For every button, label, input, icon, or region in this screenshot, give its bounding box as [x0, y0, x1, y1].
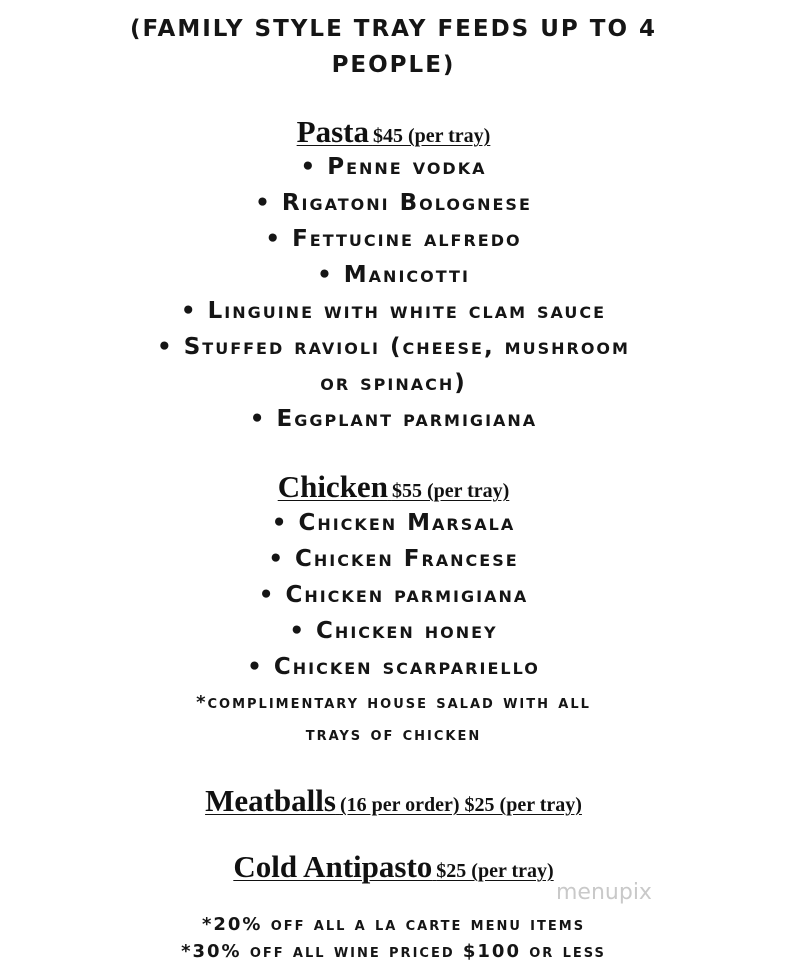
footer-line-2: *30% off all wine priced $100 or less	[181, 941, 606, 962]
antipasto-section-title	[0, 849, 787, 885]
pasta-item-continued: or spinach)	[320, 370, 467, 396]
header-line-2: PEOPLE)	[331, 52, 456, 78]
chicken-section-title	[0, 469, 787, 505]
pasta-item: • Linguine with white clam sauce	[180, 298, 607, 324]
chicken-item: • Chicken scarpariello	[247, 654, 540, 680]
meatballs-price: (16 per order) $25 (per tray)	[339, 794, 582, 816]
pasta-section-title	[0, 114, 787, 150]
pasta-item: • Penne vodka	[300, 154, 487, 180]
antipasto-title: Cold Antipasto	[233, 849, 433, 884]
chicken-item: • Chicken honey	[289, 618, 498, 644]
chicken-item: • Chicken Marsala	[271, 510, 516, 536]
chicken-note-line-2: trays of chicken	[305, 724, 482, 745]
meatballs-title: Meatballs	[205, 783, 336, 818]
pasta-item: • Rigatoni Bolognese	[255, 190, 532, 216]
pasta-item: • Eggplant parmigiana	[249, 406, 538, 432]
chicken-price: $55 (per tray)	[391, 480, 510, 502]
chicken-note-line-1: *complimentary house salad with all	[196, 692, 591, 713]
header-line-1: (FAMILY STYLE TRAY FEEDS UP TO 4	[129, 16, 658, 42]
chicken-title: Chicken	[277, 469, 388, 504]
meatballs-section-title	[0, 783, 787, 819]
chicken-item: • Chicken parmigiana	[258, 582, 529, 608]
watermark-logo: menupix	[556, 880, 652, 905]
footer-line-1: *20% off all a la carte menu items	[201, 914, 586, 935]
antipasto-price: $25 (per tray)	[436, 860, 554, 882]
chicken-item: • Chicken Francese	[268, 546, 519, 572]
pasta-title: Pasta	[296, 114, 369, 149]
pasta-item: • Fettucine alfredo	[265, 226, 522, 252]
pasta-price: $45 (per tray)	[372, 125, 491, 147]
pasta-item: • Stuffed ravioli (cheese, mushroom	[157, 334, 630, 360]
pasta-item: • Manicotti	[317, 262, 470, 288]
